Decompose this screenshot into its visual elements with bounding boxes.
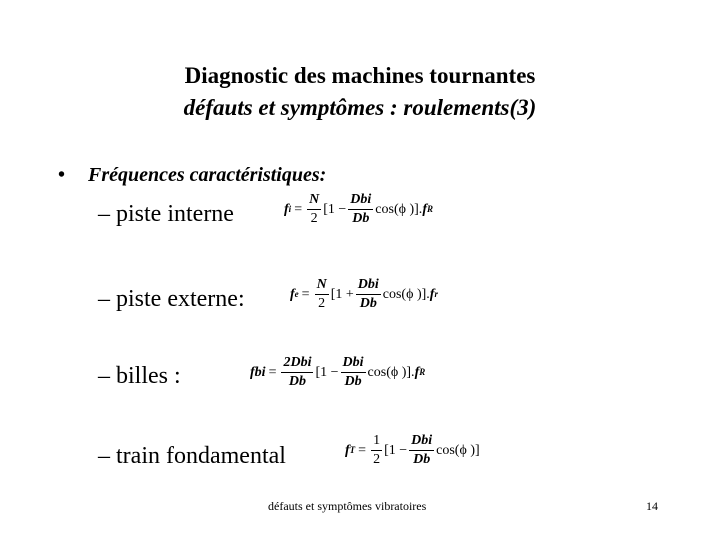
fraction-dbi-over-db: $\frac{\text{Dbi}}{Db}$ xyxy=(357,277,379,311)
fraction-2dbi-over-db: $\frac{\text{2Dbi}}{Db}$ xyxy=(283,355,312,389)
item-outer-race: – piste externe: xyxy=(98,286,245,312)
page-number: 14 xyxy=(646,499,658,513)
formula-cage: f T = $\frac{1}{2}$ [1 − $\frac{\text{Dbi}}{Db}$ cos(ϕ )] xyxy=(345,433,480,467)
slide-subtitle: défauts et symptômes : roulements(3) xyxy=(183,95,537,120)
item-inner-race: – piste interne xyxy=(98,201,234,227)
bullet-marker: • xyxy=(58,164,66,186)
bullet-characteristic-frequencies xyxy=(58,163,326,187)
formula-outer-race: f e = $\frac{N}{2}$ [1 + $\frac{\text{Dbi}}{Db}$ cos(ϕ )]. f r xyxy=(290,277,438,311)
formula-balls: fbi = $\frac{\text{2Dbi}}{Db}$ [1 − $\frac{\text{Dbi}}{Db}$ cos(ϕ )]. f R xyxy=(250,355,426,389)
fraction-dbi-over-db: $\frac{\text{Dbi}}{Db}$ xyxy=(342,355,364,389)
fraction-dbi-over-db: $\frac{\text{Dbi}}{Db}$ xyxy=(350,192,372,226)
item-balls: – billes : xyxy=(98,363,181,389)
formula-inner-race: f i = $\frac{N}{2}$ [1 − $\frac{\text{Dbi}}{Db}$ cos(ϕ )]. f R xyxy=(284,192,433,226)
fraction-dbi-over-db: $\frac{\text{Dbi}}{Db}$ xyxy=(411,433,433,467)
footer-text: défauts et symptômes vibratoires xyxy=(268,499,427,513)
item-cage: – train fondamental xyxy=(98,443,286,469)
fraction-1-over-2: $\frac{1}{2}$ xyxy=(373,433,381,467)
fraction-n-over-2: $\frac{N}{2}$ xyxy=(309,192,320,226)
slide-title: Diagnostic des machines tournantes xyxy=(184,63,536,88)
fraction-n-over-2: $\frac{N}{2}$ xyxy=(316,277,327,311)
bullet-label: Fréquences caractéristiques: xyxy=(88,164,327,186)
